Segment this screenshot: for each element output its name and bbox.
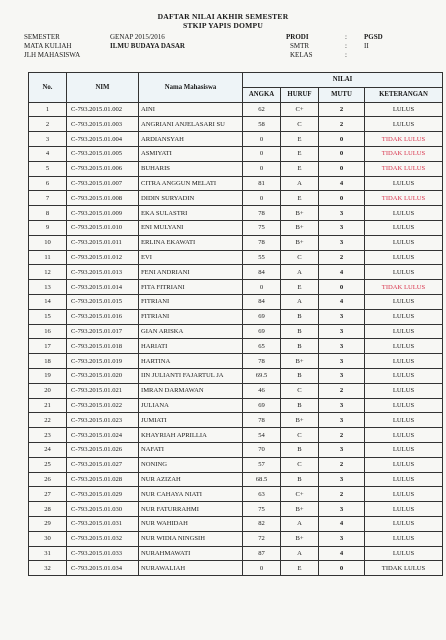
row-number: 29 xyxy=(29,516,67,531)
table-row xyxy=(29,354,443,369)
mutu-cell: 3 xyxy=(319,531,365,546)
row-number: 7 xyxy=(29,191,67,206)
row-number: 22 xyxy=(29,413,67,428)
header-nilai: NILAI xyxy=(243,73,443,88)
student-name-cell: IMRAN DARMAWAN xyxy=(139,383,243,398)
nim-cell: C-793.2015.01.031 xyxy=(67,516,139,531)
student-name-cell: NUR CAHAYA NIATI xyxy=(139,487,243,502)
angka-cell: 75 xyxy=(243,220,281,235)
mutu-cell: 0 xyxy=(319,161,365,176)
student-name-cell: ANGRIANI ANJELASARI SU xyxy=(139,117,243,132)
huruf-cell: A xyxy=(281,546,319,561)
row-number: 32 xyxy=(29,561,67,576)
keterangan-cell: LULUS xyxy=(365,250,443,265)
mutu-cell: 2 xyxy=(319,117,365,132)
nim-cell: C-793.2015.01.029 xyxy=(67,487,139,502)
nim-cell: C-793.2015.01.009 xyxy=(67,206,139,221)
table-row xyxy=(29,413,443,428)
table-row xyxy=(29,191,443,206)
angka-cell: 72 xyxy=(243,531,281,546)
matkul-label: MATA KULIAH xyxy=(24,42,72,50)
table-row xyxy=(29,250,443,265)
mutu-cell: 3 xyxy=(319,324,365,339)
huruf-cell: B xyxy=(281,324,319,339)
row-number: 19 xyxy=(29,368,67,383)
huruf-cell: B+ xyxy=(281,220,319,235)
row-number: 16 xyxy=(29,324,67,339)
table-row xyxy=(29,487,443,502)
row-number: 20 xyxy=(29,383,67,398)
student-name-cell: NURAHMAWATI xyxy=(139,546,243,561)
huruf-cell: C xyxy=(281,117,319,132)
keterangan-cell: LULUS xyxy=(365,339,443,354)
student-name-cell: HARIATI xyxy=(139,339,243,354)
keterangan-cell: LULUS xyxy=(365,428,443,443)
keterangan-cell: LULUS xyxy=(365,206,443,221)
prodi-label: PRODI xyxy=(286,33,309,41)
nim-cell: C-793.2015.01.027 xyxy=(67,457,139,472)
angka-cell: 75 xyxy=(243,502,281,517)
table-row xyxy=(29,280,443,295)
huruf-cell: E xyxy=(281,280,319,295)
student-name-cell: NUR FATURRAHMI xyxy=(139,502,243,517)
keterangan-cell: LULUS xyxy=(365,220,443,235)
mutu-cell: 4 xyxy=(319,294,365,309)
nim-cell: C-793.2015.01.018 xyxy=(67,339,139,354)
table-row xyxy=(29,398,443,413)
angka-cell: 57 xyxy=(243,457,281,472)
huruf-cell: A xyxy=(281,265,319,280)
row-number: 11 xyxy=(29,250,67,265)
table-row xyxy=(29,457,443,472)
keterangan-cell: LULUS xyxy=(365,383,443,398)
mutu-cell: 4 xyxy=(319,516,365,531)
student-name-cell: JUMIATI xyxy=(139,413,243,428)
angka-cell: 54 xyxy=(243,428,281,443)
table-row xyxy=(29,368,443,383)
student-name-cell: EVI xyxy=(139,250,243,265)
row-number: 13 xyxy=(29,280,67,295)
header-no: No. xyxy=(29,73,67,103)
keterangan-cell: TIDAK LULUS xyxy=(365,280,443,295)
institution-name: STKIP YAPIS DOMPU xyxy=(182,21,264,30)
keterangan-cell: LULUS xyxy=(365,324,443,339)
row-number: 30 xyxy=(29,531,67,546)
student-name-cell: ASMIYATI xyxy=(139,146,243,161)
row-number: 10 xyxy=(29,235,67,250)
smtr-separator: : xyxy=(345,42,347,50)
angka-cell: 69 xyxy=(243,309,281,324)
header-mutu: MUTU xyxy=(319,87,365,102)
table-row xyxy=(29,383,443,398)
row-number: 2 xyxy=(29,117,67,132)
mutu-cell: 0 xyxy=(319,191,365,206)
nim-cell: C-793.2015.01.011 xyxy=(67,235,139,250)
nim-cell: C-793.2015.01.006 xyxy=(67,161,139,176)
nim-cell: C-793.2015.01.013 xyxy=(67,265,139,280)
nim-cell: C-793.2015.01.021 xyxy=(67,383,139,398)
smtr-value: II xyxy=(364,42,369,50)
angka-cell: 0 xyxy=(243,561,281,576)
table-row xyxy=(29,502,443,517)
nim-cell: C-793.2015.01.014 xyxy=(67,280,139,295)
huruf-cell: B xyxy=(281,472,319,487)
table-row xyxy=(29,235,443,250)
table-row xyxy=(29,102,443,117)
mutu-cell: 2 xyxy=(319,102,365,117)
mutu-cell: 2 xyxy=(319,428,365,443)
angka-cell: 58 xyxy=(243,117,281,132)
mutu-cell: 3 xyxy=(319,206,365,221)
huruf-cell: A xyxy=(281,176,319,191)
mutu-cell: 3 xyxy=(319,368,365,383)
mutu-cell: 2 xyxy=(319,383,365,398)
nim-cell: C-793.2015.01.015 xyxy=(67,294,139,309)
huruf-cell: B xyxy=(281,339,319,354)
huruf-cell: E xyxy=(281,191,319,206)
angka-cell: 0 xyxy=(243,132,281,147)
mutu-cell: 3 xyxy=(319,398,365,413)
row-number: 8 xyxy=(29,206,67,221)
keterangan-cell: LULUS xyxy=(365,176,443,191)
nim-cell: C-793.2015.01.020 xyxy=(67,368,139,383)
student-name-cell: HARTINA xyxy=(139,354,243,369)
header-nama: Nama Mahasiswa xyxy=(139,73,243,103)
table-row xyxy=(29,265,443,280)
huruf-cell: B+ xyxy=(281,531,319,546)
angka-cell: 78 xyxy=(243,235,281,250)
nim-cell: C-793.2015.01.017 xyxy=(67,324,139,339)
student-name-cell: FITRIANI xyxy=(139,294,243,309)
angka-cell: 0 xyxy=(243,280,281,295)
row-number: 25 xyxy=(29,457,67,472)
student-name-cell: CITRA ANGGUN MELATI xyxy=(139,176,243,191)
row-number: 17 xyxy=(29,339,67,354)
nim-cell: C-793.2015.01.010 xyxy=(67,220,139,235)
row-number: 24 xyxy=(29,442,67,457)
table-row xyxy=(29,132,443,147)
keterangan-cell: LULUS xyxy=(365,546,443,561)
angka-cell: 55 xyxy=(243,250,281,265)
angka-cell: 70 xyxy=(243,442,281,457)
mutu-cell: 4 xyxy=(319,265,365,280)
huruf-cell: B+ xyxy=(281,413,319,428)
mutu-cell: 4 xyxy=(319,176,365,191)
huruf-cell: B+ xyxy=(281,206,319,221)
nim-cell: C-793.2015.01.033 xyxy=(67,546,139,561)
huruf-cell: B+ xyxy=(281,502,319,517)
student-name-cell: NUR AZIZAH xyxy=(139,472,243,487)
keterangan-cell: LULUS xyxy=(365,442,443,457)
table-row xyxy=(29,206,443,221)
table-row xyxy=(29,220,443,235)
table-row xyxy=(29,561,443,576)
document-title: DAFTAR NILAI AKHIR SEMESTER xyxy=(157,12,289,21)
table-row xyxy=(29,472,443,487)
keterangan-cell: LULUS xyxy=(365,487,443,502)
table-row xyxy=(29,546,443,561)
angka-cell: 46 xyxy=(243,383,281,398)
student-name-cell: ARDIANSYAH xyxy=(139,132,243,147)
table-row xyxy=(29,428,443,443)
mutu-cell: 3 xyxy=(319,472,365,487)
keterangan-cell: LULUS xyxy=(365,368,443,383)
mutu-cell: 3 xyxy=(319,442,365,457)
huruf-cell: C+ xyxy=(281,102,319,117)
grades-table xyxy=(28,72,443,576)
table-row xyxy=(29,294,443,309)
keterangan-cell: LULUS xyxy=(365,516,443,531)
mutu-cell: 0 xyxy=(319,280,365,295)
angka-cell: 69 xyxy=(243,324,281,339)
mutu-cell: 3 xyxy=(319,502,365,517)
huruf-cell: B xyxy=(281,442,319,457)
huruf-cell: E xyxy=(281,161,319,176)
keterangan-cell: LULUS xyxy=(365,354,443,369)
keterangan-cell: LULUS xyxy=(365,294,443,309)
student-name-cell: NURAWALIAH xyxy=(139,561,243,576)
angka-cell: 68.5 xyxy=(243,472,281,487)
nim-cell: C-793.2015.01.034 xyxy=(67,561,139,576)
row-number: 9 xyxy=(29,220,67,235)
row-number: 3 xyxy=(29,132,67,147)
nim-cell: C-793.2015.01.004 xyxy=(67,132,139,147)
student-name-cell: IIN JULIANTI FAJARTUL JA xyxy=(139,368,243,383)
huruf-cell: B xyxy=(281,398,319,413)
row-number: 1 xyxy=(29,102,67,117)
keterangan-cell: LULUS xyxy=(365,472,443,487)
table-row xyxy=(29,146,443,161)
header-angka: ANGKA xyxy=(243,87,281,102)
mutu-cell: 3 xyxy=(319,413,365,428)
row-number: 15 xyxy=(29,309,67,324)
student-name-cell: DIDIN SURYADIN xyxy=(139,191,243,206)
keterangan-cell: LULUS xyxy=(365,117,443,132)
angka-cell: 69 xyxy=(243,398,281,413)
row-number: 4 xyxy=(29,146,67,161)
mutu-cell: 2 xyxy=(319,250,365,265)
angka-cell: 78 xyxy=(243,354,281,369)
nim-cell: C-793.2015.01.012 xyxy=(67,250,139,265)
nim-cell: C-793.2015.01.022 xyxy=(67,398,139,413)
keterangan-cell: LULUS xyxy=(365,531,443,546)
row-number: 12 xyxy=(29,265,67,280)
row-number: 21 xyxy=(29,398,67,413)
nim-cell: C-793.2015.01.030 xyxy=(67,502,139,517)
nim-cell: C-793.2015.01.005 xyxy=(67,146,139,161)
mutu-cell: 3 xyxy=(319,309,365,324)
student-name-cell: AINI xyxy=(139,102,243,117)
angka-cell: 78 xyxy=(243,413,281,428)
angka-cell: 0 xyxy=(243,191,281,206)
keterangan-cell: LULUS xyxy=(365,398,443,413)
grades-table-body xyxy=(29,102,443,576)
huruf-cell: C xyxy=(281,428,319,443)
row-number: 6 xyxy=(29,176,67,191)
nim-cell: C-793.2015.01.003 xyxy=(67,117,139,132)
table-row xyxy=(29,309,443,324)
keterangan-cell: LULUS xyxy=(365,235,443,250)
mutu-cell: 0 xyxy=(319,561,365,576)
nim-cell: C-793.2015.01.032 xyxy=(67,531,139,546)
nim-cell: C-793.2015.01.008 xyxy=(67,191,139,206)
huruf-cell: B xyxy=(281,368,319,383)
nim-cell: C-793.2015.01.026 xyxy=(67,442,139,457)
row-number: 31 xyxy=(29,546,67,561)
huruf-cell: B+ xyxy=(281,235,319,250)
keterangan-cell: LULUS xyxy=(365,265,443,280)
nim-cell: C-793.2015.01.016 xyxy=(67,309,139,324)
keterangan-cell: LULUS xyxy=(365,309,443,324)
angka-cell: 65 xyxy=(243,339,281,354)
nim-cell: C-793.2015.01.028 xyxy=(67,472,139,487)
keterangan-cell: TIDAK LULUS xyxy=(365,132,443,147)
huruf-cell: A xyxy=(281,294,319,309)
huruf-cell: B xyxy=(281,309,319,324)
nim-cell: C-793.2015.01.024 xyxy=(67,428,139,443)
huruf-cell: E xyxy=(281,561,319,576)
keterangan-cell: LULUS xyxy=(365,502,443,517)
row-number: 18 xyxy=(29,354,67,369)
student-name-cell: FENI ANDRIANI xyxy=(139,265,243,280)
nim-cell: C-793.2015.01.019 xyxy=(67,354,139,369)
table-row xyxy=(29,339,443,354)
angka-cell: 82 xyxy=(243,516,281,531)
mutu-cell: 2 xyxy=(319,457,365,472)
student-name-cell: NUR WAHIDAH xyxy=(139,516,243,531)
angka-cell: 69.5 xyxy=(243,368,281,383)
nim-cell: C-793.2015.01.002 xyxy=(67,102,139,117)
student-name-cell: GIAN ARISKA xyxy=(139,324,243,339)
header-nim: NIM xyxy=(67,73,139,103)
student-name-cell: JULIANA xyxy=(139,398,243,413)
student-name-cell: FITRIANI xyxy=(139,309,243,324)
mutu-cell: 0 xyxy=(319,132,365,147)
huruf-cell: E xyxy=(281,132,319,147)
table-row xyxy=(29,531,443,546)
prodi-separator: : xyxy=(345,33,347,41)
semester-value: GENAP 2015/2016 xyxy=(110,33,165,41)
row-number: 14 xyxy=(29,294,67,309)
huruf-cell: C+ xyxy=(281,487,319,502)
kelas-separator: : xyxy=(345,51,347,59)
huruf-cell: A xyxy=(281,516,319,531)
angka-cell: 81 xyxy=(243,176,281,191)
student-name-cell: FITA FITRIANI xyxy=(139,280,243,295)
table-row xyxy=(29,176,443,191)
mutu-cell: 3 xyxy=(319,220,365,235)
angka-cell: 62 xyxy=(243,102,281,117)
keterangan-cell: TIDAK LULUS xyxy=(365,146,443,161)
keterangan-cell: LULUS xyxy=(365,457,443,472)
student-name-cell: EKA SULASTRI xyxy=(139,206,243,221)
student-name-cell: NONING xyxy=(139,457,243,472)
header-keterangan: KETERANGAN xyxy=(365,87,443,102)
keterangan-cell: TIDAK LULUS xyxy=(365,161,443,176)
semester-label: SEMESTER xyxy=(24,33,60,41)
smtr-label: SMTR xyxy=(290,42,310,50)
angka-cell: 0 xyxy=(243,146,281,161)
keterangan-cell: TIDAK LULUS xyxy=(365,561,443,576)
matkul-value: ILMU BUDAYA DASAR xyxy=(110,42,185,50)
kelas-label: KELAS xyxy=(290,51,313,59)
huruf-cell: B+ xyxy=(281,354,319,369)
jlh-mahasiswa-label: JLH MAHASISWA xyxy=(24,51,81,59)
mutu-cell: 4 xyxy=(319,546,365,561)
header-huruf: HURUF xyxy=(281,87,319,102)
table-row xyxy=(29,442,443,457)
angka-cell: 78 xyxy=(243,206,281,221)
prodi-value: PGSD xyxy=(364,33,383,41)
row-number: 27 xyxy=(29,487,67,502)
angka-cell: 0 xyxy=(243,161,281,176)
mutu-cell: 3 xyxy=(319,354,365,369)
keterangan-cell: LULUS xyxy=(365,102,443,117)
huruf-cell: C xyxy=(281,383,319,398)
angka-cell: 87 xyxy=(243,546,281,561)
row-number: 26 xyxy=(29,472,67,487)
row-number: 23 xyxy=(29,428,67,443)
table-row xyxy=(29,161,443,176)
angka-cell: 84 xyxy=(243,265,281,280)
huruf-cell: C xyxy=(281,457,319,472)
student-name-cell: ENI MULYANI xyxy=(139,220,243,235)
table-row xyxy=(29,117,443,132)
table-row xyxy=(29,324,443,339)
student-name-cell: ERLINA EKAWATI xyxy=(139,235,243,250)
keterangan-cell: LULUS xyxy=(365,413,443,428)
mutu-cell: 3 xyxy=(319,339,365,354)
student-name-cell: NUR WIDIA NINGSIH xyxy=(139,531,243,546)
row-number: 5 xyxy=(29,161,67,176)
student-name-cell: NAFATI xyxy=(139,442,243,457)
mutu-cell: 0 xyxy=(319,146,365,161)
student-name-cell: KHAYRIAH APRILLIA xyxy=(139,428,243,443)
mutu-cell: 3 xyxy=(319,235,365,250)
row-number: 28 xyxy=(29,502,67,517)
nim-cell: C-793.2015.01.023 xyxy=(67,413,139,428)
huruf-cell: C xyxy=(281,250,319,265)
huruf-cell: E xyxy=(281,146,319,161)
angka-cell: 63 xyxy=(243,487,281,502)
mutu-cell: 2 xyxy=(319,487,365,502)
angka-cell: 84 xyxy=(243,294,281,309)
keterangan-cell: TIDAK LULUS xyxy=(365,191,443,206)
student-name-cell: BUHARIS xyxy=(139,161,243,176)
table-row xyxy=(29,516,443,531)
nim-cell: C-793.2015.01.007 xyxy=(67,176,139,191)
